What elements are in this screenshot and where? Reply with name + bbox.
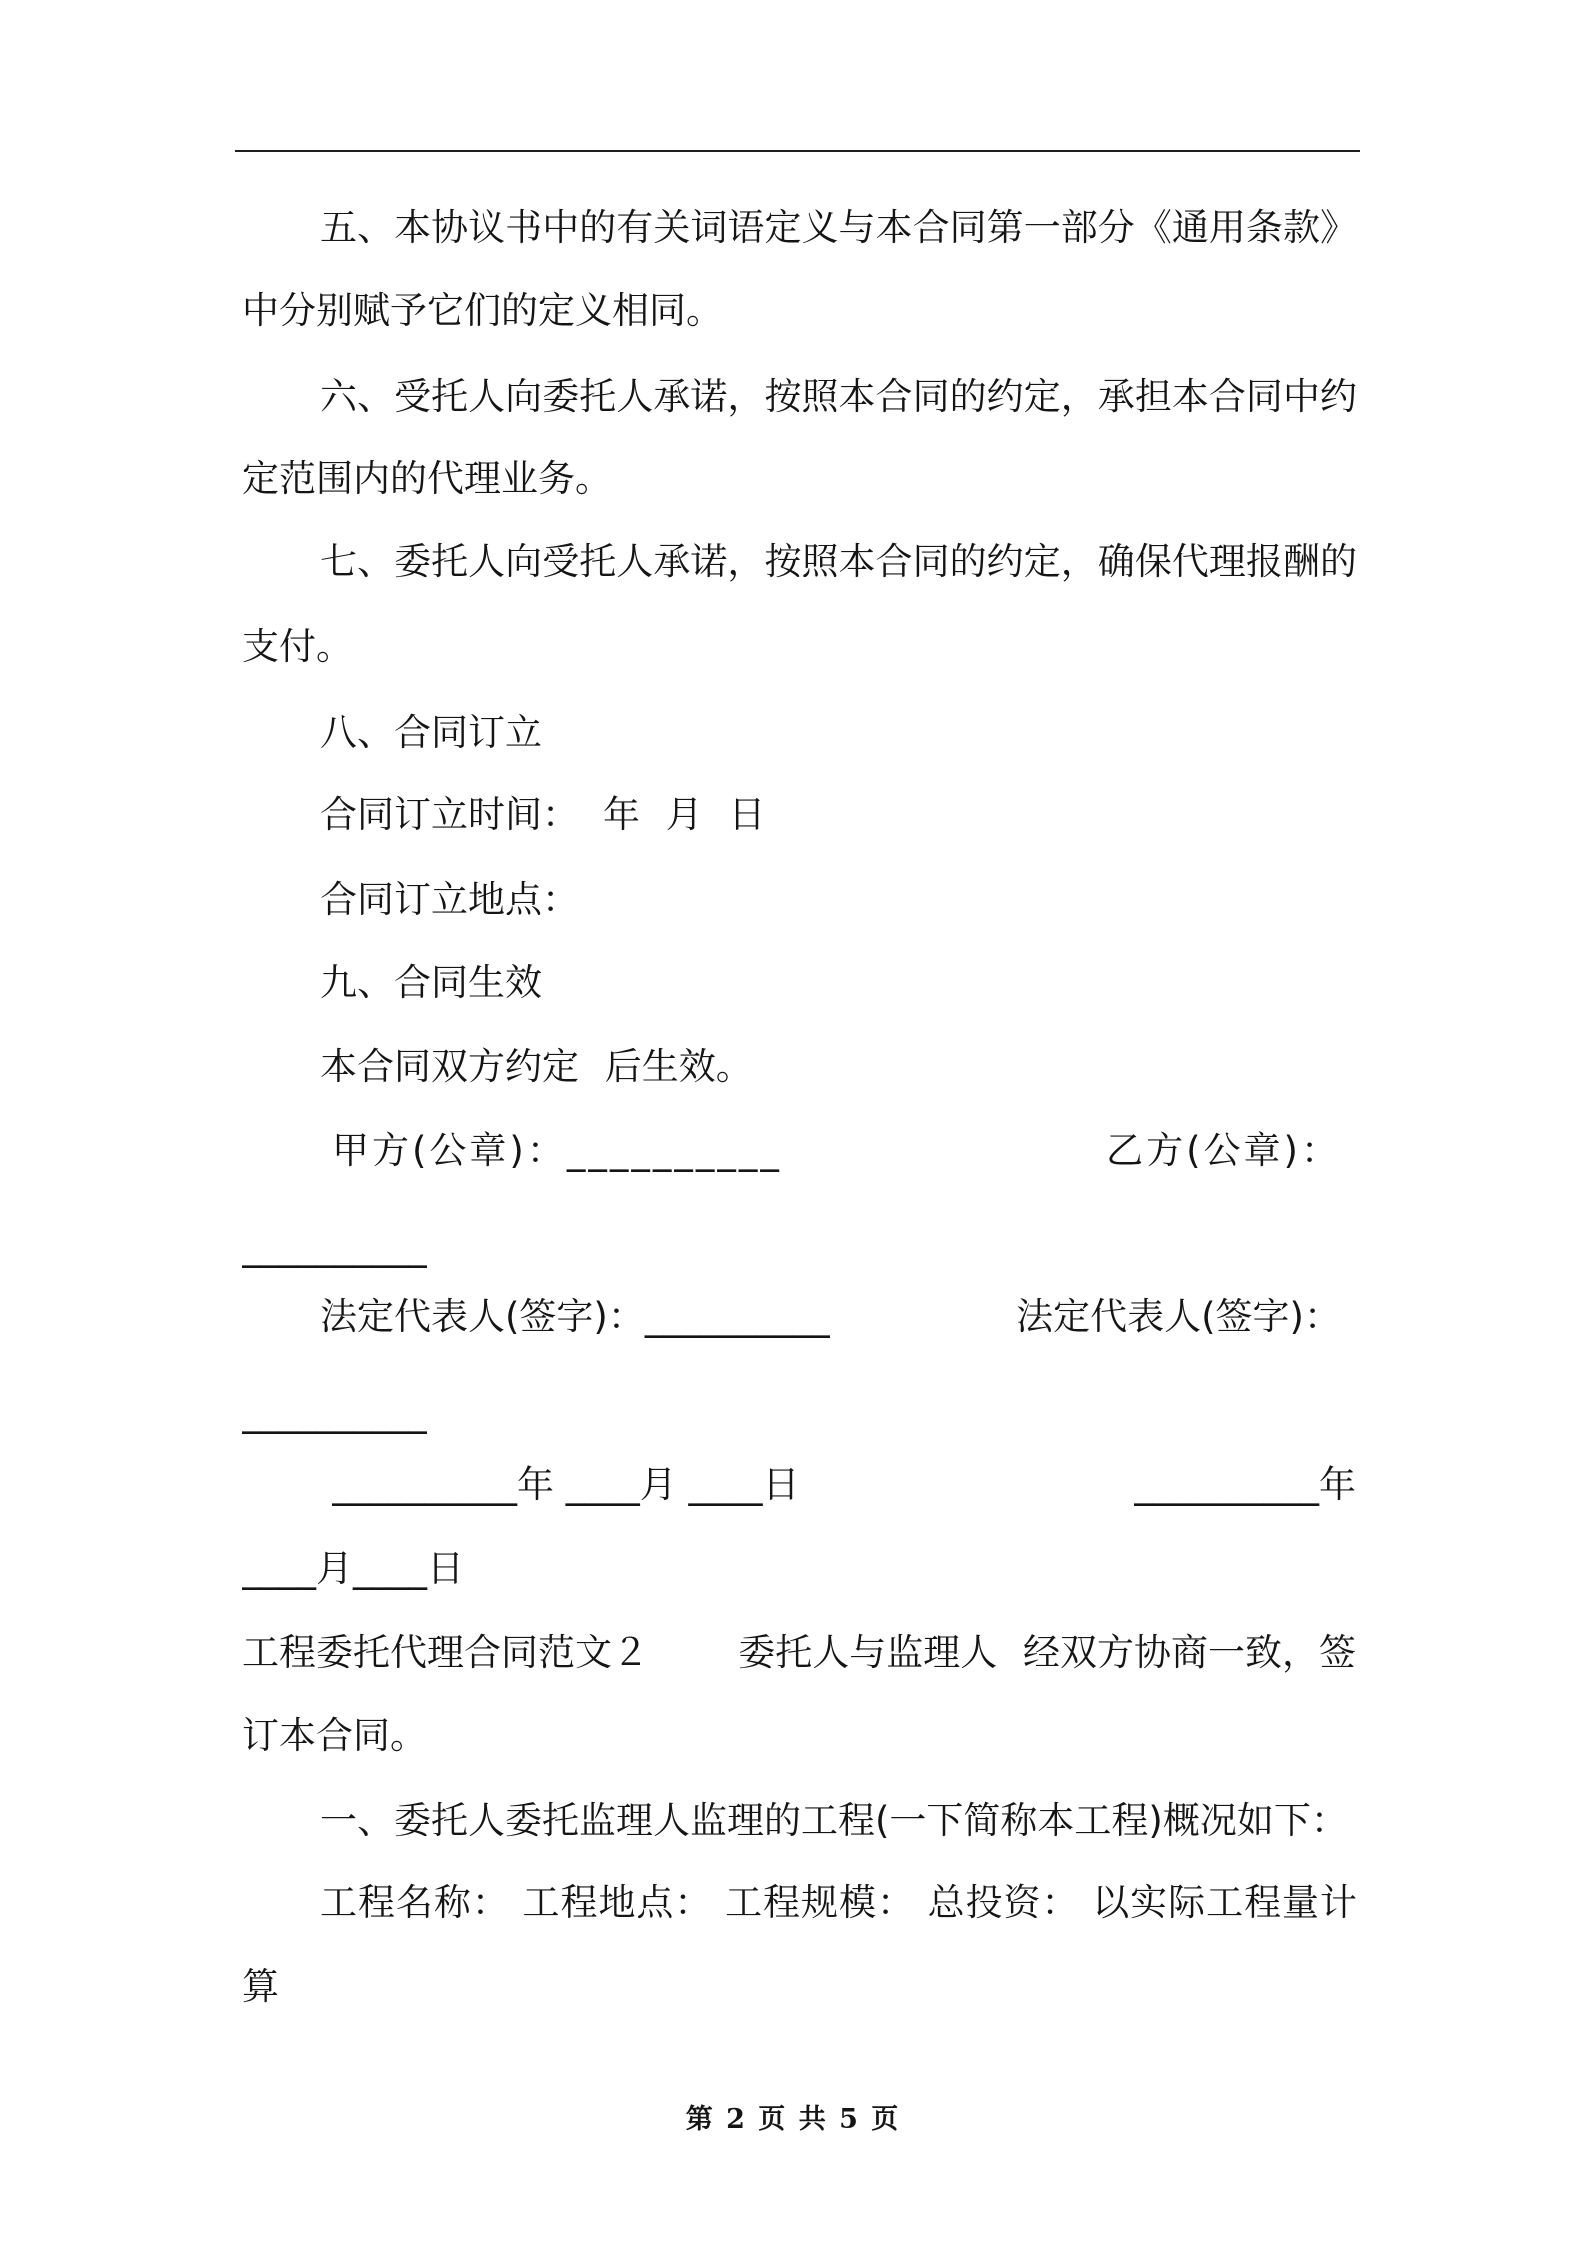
party-a-date-field: __________年 ____月 ____日	[332, 1463, 800, 1506]
clause-5-line-1: 五、本协议书中的有关词语定义与本合同第一部分《通用条款》	[320, 206, 1357, 249]
party-a-representative-field: 法定代表人(签字)：__________	[320, 1295, 830, 1338]
clause-7-line-1: 七、委托人向受托人承诺，按照本合同的约定，确保代理报酬的	[320, 540, 1357, 583]
party-b-seal-label: 乙方(公章)：	[1106, 1129, 1341, 1172]
next-document-item-1-fields-line-1: 工程名称： 工程地点： 工程规模： 总投资： 以实际工程量计	[320, 1881, 1357, 1924]
page-number: 第 2 页 共 5 页	[685, 2104, 901, 2135]
section-8-heading: 八、合同订立	[320, 711, 542, 754]
party-b-seal-blank: __________	[242, 1225, 427, 1268]
clause-6-line-1: 六、受托人向委托人承诺，按照本合同的约定，承担本合同中约	[320, 375, 1357, 418]
next-document-item-1: 一、委托人委托监理人监理的工程(一下简称本工程)概况如下：	[320, 1799, 1348, 1842]
party-b-date-month-day: ____月____日	[242, 1547, 464, 1590]
next-document-intro-line-1: 委托人与监理人 经双方协商一致，签	[738, 1631, 1356, 1674]
section-9-text: 本合同双方约定 后生效。	[320, 1045, 753, 1088]
header-rule	[235, 150, 1360, 152]
clause-7-line-2: 支付。	[242, 625, 353, 668]
party-b-representative-blank: __________	[242, 1391, 427, 1434]
party-b-date-year: __________年	[1134, 1463, 1356, 1506]
signing-date-value: 年 月 日	[603, 793, 766, 836]
section-9-heading: 九、合同生效	[320, 961, 542, 1004]
next-document-title: 工程委托代理合同范文２	[242, 1631, 649, 1674]
signing-date-label: 合同订立时间：	[320, 793, 579, 836]
signing-place-label: 合同订立地点：	[320, 878, 579, 921]
next-document-intro-line-2: 订本合同。	[242, 1714, 427, 1757]
party-b-representative-label: 法定代表人(签字)：	[1016, 1295, 1341, 1338]
clause-5-line-2: 中分别赋予它们的定义相同。	[242, 289, 723, 332]
next-document-item-1-fields-line-2: 算	[242, 1965, 279, 2008]
party-a-seal-field: 甲方(公章)：__________	[332, 1129, 782, 1172]
clause-6-line-2: 定范围内的代理业务。	[242, 457, 612, 500]
